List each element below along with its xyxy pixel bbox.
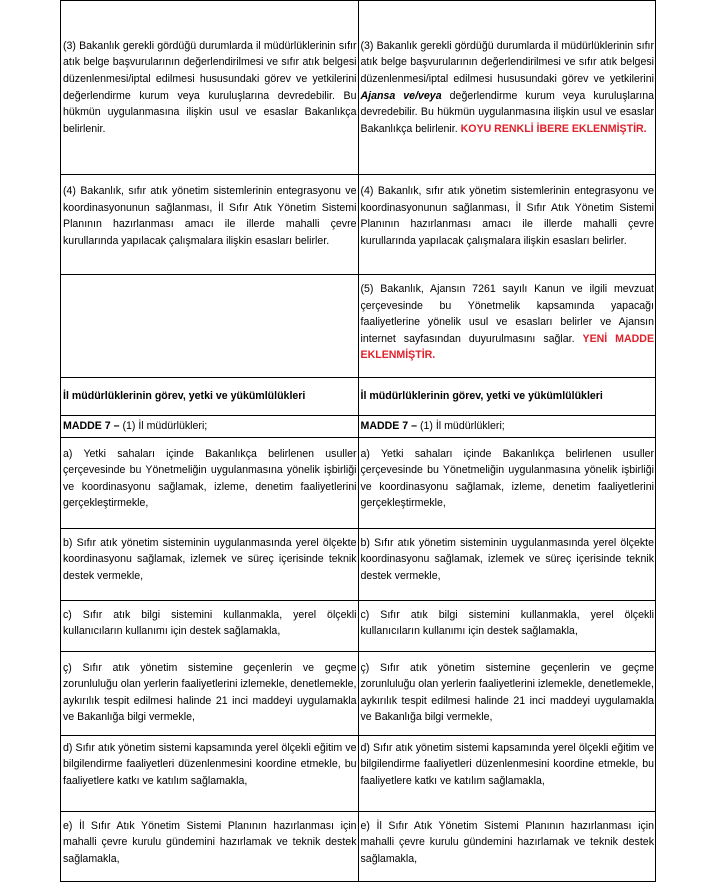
new-text-cell	[358, 416, 656, 438]
old-paragraph: d) Sıfır atık yönetim sistemi kapsamında yerel ölçekli eğitim ve bilgilendirme faaliyetleri düzenlenmesini koordine etmekle, bu faaliyetlere katkı ve katılım sağlamakla,	[63, 741, 357, 787]
new-paragraph: a) Yetki sahaları içinde Bakanlıkça belirlenen usuller çerçevesinde bu Yönetmeliğin uygulanmasına yönelik işbirliği ve koordinasyonu sağlamak, izleme, denetim faaliyetlerini gerçekleştirmekle,	[360, 447, 654, 510]
old-paragraph: b) Sıfır atık yönetim sisteminin uygulanmasında yerel ölçekte koordinasyonu sağlamak, izlemek ve süreç içerisinde teknik destek vermekle,	[63, 536, 357, 582]
old-text-cell	[61, 175, 359, 275]
old-text-cell	[61, 1, 359, 175]
old-heading-cell	[61, 378, 359, 416]
new-text: değerlendirme kurum veya kuruluşlarına devredebilir. Bu hükmün uygulanmasına ilişkin usul ve esaslar Bakanlıkça belirlenir.	[360, 89, 654, 135]
old-text-cell	[61, 735, 359, 811]
new-paragraph: e) İl Sıfır Atık Yönetim Sistemi Planının hazırlanması için mahalli çevre kurulu gündemini hazırlamak ve teknik destek sağlamakla,	[360, 819, 654, 865]
new-text-cell	[358, 275, 656, 378]
new-text-cell	[358, 528, 656, 600]
section-heading: İl müdürlüklerinin görev, yetki ve yükümlülükleri	[360, 390, 603, 403]
comparison-document	[60, 0, 656, 882]
old-paragraph: c) Sıfır atık bilgi sistemini kullanmakla, yerel ölçekli kullanıcıların kullanımı için destek sağlamakla,	[63, 608, 357, 638]
new-text-cell	[358, 651, 656, 735]
old-text-cell	[61, 528, 359, 600]
table-row	[61, 416, 656, 438]
table-row	[61, 1, 656, 175]
old-paragraph: ç) Sıfır atık yönetim sistemine geçenlerin ve geçme zorunluluğu olan yerlerin faaliyetlerini izlemekle, denetlemekle, aykırılık tespit edilmesi halinde 21 inci maddeyi uygulamakla ve Bakanlığa bilgi vermekle,	[63, 661, 357, 724]
new-text: (3) Bakanlık gerekli gördüğü durumlarda il müdürlüklerinin sıfır atık belge başvurularının değerlendirilmesi ve sıfır atık belgesi düzenlenmesi/iptal edilmesi hususundaki görev ve yetkilerini	[360, 39, 654, 85]
table-row	[61, 811, 656, 881]
change-note: KOYU RENKLİ İBERE EKLENMİŞTİR.	[460, 122, 647, 135]
old-text-cell	[61, 275, 359, 378]
added-phrase: Ajansa ve/veya	[360, 89, 442, 102]
article-text: (1) İl müdürlükleri;	[122, 420, 208, 432]
new-paragraph: b) Sıfır atık yönetim sisteminin uygulanmasında yerel ölçekte koordinasyonu sağlamak, izlemek ve süreç içerisinde teknik destek vermekle,	[360, 536, 654, 582]
table-row	[61, 378, 656, 416]
article-label: MADDE 7 –	[63, 420, 120, 432]
old-text-cell	[61, 437, 359, 528]
table-row	[61, 275, 656, 378]
old-text-cell	[61, 600, 359, 651]
new-text-cell	[358, 175, 656, 275]
new-text-cell	[358, 437, 656, 528]
table-row	[61, 437, 656, 528]
old-text-cell	[61, 416, 359, 438]
new-text-cell	[358, 600, 656, 651]
new-heading-cell	[358, 378, 656, 416]
old-paragraph: e) İl Sıfır Atık Yönetim Sistemi Planının hazırlanması için mahalli çevre kurulu gündemini hazırlamak ve teknik destek sağlamakla,	[63, 819, 357, 865]
section-heading: İl müdürlüklerinin görev, yetki ve yükümlülükleri	[63, 390, 306, 403]
new-text-cell	[358, 811, 656, 881]
old-paragraph: (3) Bakanlık gerekli gördüğü durumlarda il müdürlüklerinin sıfır atık belge başvurularının değerlendirilmesi ve sıfır atık belgesi düzenlenmesi/iptal edilmesi hususundaki görev ve yetkilerini değerlendirme kurum veya kuruluşlarına devredebilir. Bu hükmün uygulanmasına ilişkin usul ve esaslar Bakanlıkça belirlenir.	[63, 39, 357, 135]
old-paragraph: (4) Bakanlık, sıfır atık yönetim sistemlerinin entegrasyonu ve koordinasyonunun sağlanması, İl Sıfır Atık Yönetim Sistemi Planının hazırlanması amacı ile illerde mahalli çevre kurullarında yapılacak çalışmalara ilişkin esasları belirler.	[63, 185, 357, 247]
old-paragraph: a) Yetki sahaları içinde Bakanlıkça belirlenen usuller çerçevesinde bu Yönetmeliğin uygulanmasına yönelik işbirliği ve koordinasyonu sağlamak, izleme, denetim faaliyetlerini gerçekleştirmekle,	[63, 447, 357, 510]
article-label: MADDE 7 –	[360, 420, 418, 432]
new-paragraph: d) Sıfır atık yönetim sistemi kapsamında yerel ölçekli eğitim ve bilgilendirme faaliyetleri düzenlenmesini koordine etmekle, bu faaliyetlere katkı ve katılım sağlamakla,	[360, 741, 654, 787]
old-text-cell	[61, 651, 359, 735]
table-row	[61, 528, 656, 600]
new-paragraph	[361, 281, 655, 364]
new-text-cell	[358, 735, 656, 811]
table-row	[61, 600, 656, 651]
article-text: (1) İl müdürlükleri;	[419, 420, 505, 432]
table-row	[61, 735, 656, 811]
new-text-cell	[358, 1, 656, 175]
comparison-table	[60, 0, 656, 882]
table-row	[61, 651, 656, 735]
change-note: YENİ MADDE EKLENMİŞTİR.	[360, 332, 655, 362]
new-text: (5) Bakanlık, Ajansın 7261 sayılı Kanun ve ilgili mevzuat çerçevesinde bu Yönetmelik kapsamında yapacağı faaliyetlerine yönelik usul ve esasları belirler ve Ajansın internet sayfasından duyurulmasını sağlar.	[360, 283, 654, 345]
new-paragraph: ç) Sıfır atık yönetim sistemine geçenlerin ve geçme zorunluluğu olan yerlerin faaliyetlerini izlemekle, denetlemekle, aykırılık tespit edilmesi halinde 21 inci maddeyi uygulamakla ve Bakanlığa bilgi vermekle,	[360, 661, 654, 724]
new-paragraph: c) Sıfır atık bilgi sistemini kullanmakla, yerel ölçekli kullanıcıların kullanımı için destek sağlamakla,	[360, 608, 654, 638]
old-text-cell	[61, 811, 359, 881]
new-paragraph: (4) Bakanlık, sıfır atık yönetim sistemlerinin entegrasyonu ve koordinasyonunun sağlanması, İl Sıfır Atık Yönetim Sistemi Planının hazırlanması amacı ile illerde mahalli çevre kurullarında yapılacak çalışmalara ilişkin esasları belirler.	[360, 185, 654, 247]
new-paragraph	[361, 38, 655, 138]
article-line	[63, 418, 357, 435]
table-row	[61, 175, 656, 275]
article-line	[361, 418, 655, 435]
